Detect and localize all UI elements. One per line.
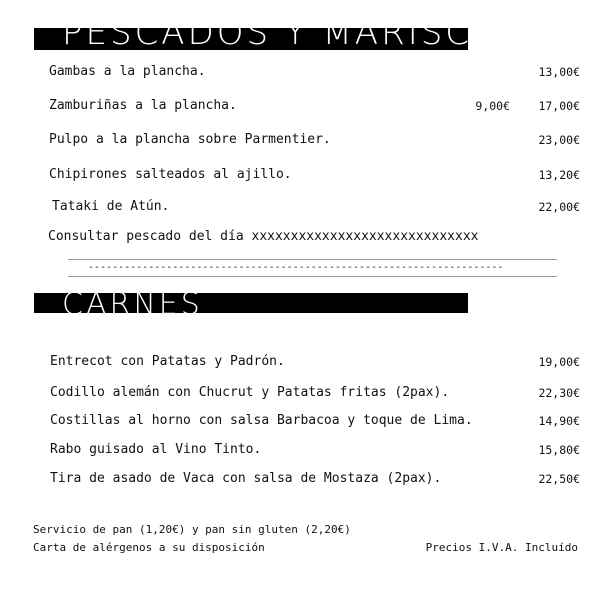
menu-item-price: 22,00€	[538, 200, 580, 214]
section-title: CARNES	[62, 287, 203, 322]
menu-item-price: 22,50€	[538, 472, 580, 486]
section-title: PESCADOS Y MARISCOS	[62, 13, 527, 53]
menu-item	[0, 412, 600, 430]
section-banner-carnes	[34, 287, 468, 322]
menu-item-price: 17,00€	[538, 99, 580, 113]
menu-item	[0, 353, 600, 371]
divider-line-bottom	[68, 276, 557, 277]
menu-item-price: 23,00€	[538, 133, 580, 147]
menu-item-name: Tira de asado de Vaca con salsa de Mostaza (2pax).	[50, 471, 442, 486]
divider-dashes: ---------------------------------------------------------------------	[88, 262, 504, 273]
menu-item-price: 14,90€	[538, 414, 580, 428]
menu-item	[0, 97, 600, 115]
menu-item-name: Gambas a la plancha.	[49, 64, 206, 79]
menu-item	[0, 228, 600, 246]
menu-item-name: Chipirones salteados al ajillo.	[49, 167, 292, 182]
menu-item-name: Entrecot con Patatas y Padrón.	[50, 354, 285, 369]
menu-item-price: 13,20€	[538, 168, 580, 182]
menu-item-price: 22,30€	[538, 386, 580, 400]
menu-item	[0, 198, 600, 216]
menu-item-alt-price: 9,00€	[475, 99, 510, 113]
footer-allergen-note: Carta de alérgenos a su disposición	[33, 541, 265, 554]
menu-item-name: Costillas al horno con salsa Barbacoa y toque de Lima.	[50, 413, 473, 428]
menu-item	[0, 131, 600, 149]
menu-item-name: Rabo guisado al Vino Tinto.	[50, 442, 262, 457]
menu-item	[0, 470, 600, 488]
footer-bread-note: Servicio de pan (1,20€) y pan sin gluten (2,20€)	[33, 523, 351, 536]
menu-item-name: Tataki de Atún.	[52, 199, 170, 214]
menu-item-price: 19,00€	[538, 355, 580, 369]
menu-item-name: Zamburiñas a la plancha.	[49, 98, 237, 113]
menu-item-name: Codillo alemán con Chucrut y Patatas fritas (2pax).	[50, 385, 450, 400]
menu-item	[0, 441, 600, 459]
footer-vat-note: Precios I.V.A. Incluído	[425, 541, 578, 554]
menu-item-name: Consultar pescado del día xxxxxxxxxxxxxxxxxxxxxxxxxxxxx	[48, 229, 479, 244]
divider-line-top	[68, 259, 557, 260]
menu-item	[0, 166, 600, 184]
menu-item-price: 15,80€	[538, 443, 580, 457]
section-banner-pescados	[34, 13, 527, 53]
menu-item-price: 13,00€	[538, 65, 580, 79]
menu-item-name: Pulpo a la plancha sobre Parmentier.	[49, 132, 331, 147]
menu-item	[0, 384, 600, 402]
menu-item	[0, 63, 600, 81]
